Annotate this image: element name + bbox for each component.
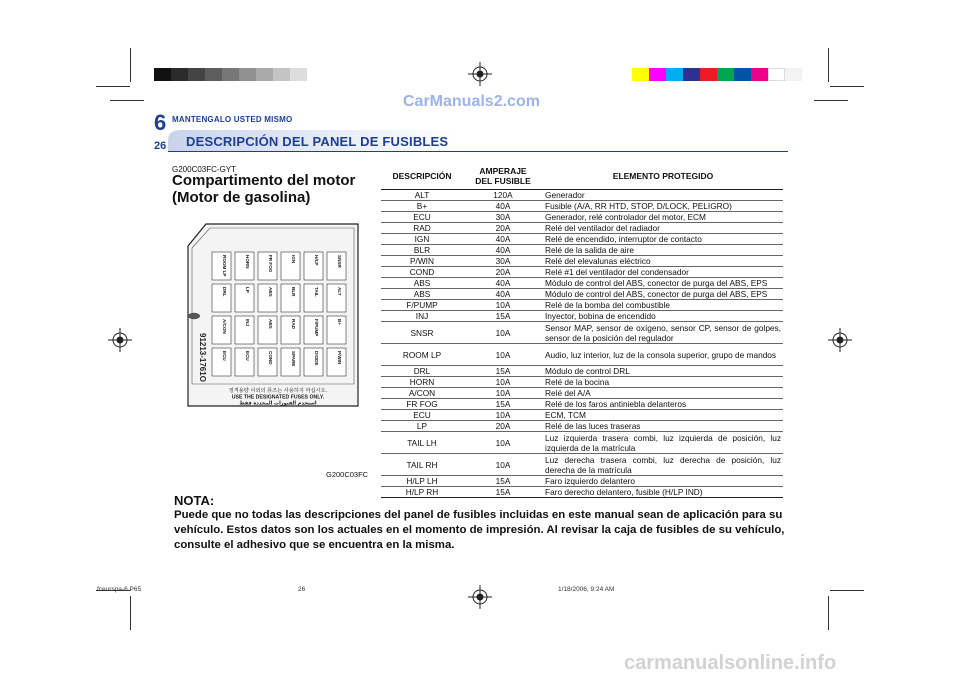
fuse-slot-label: P/WIN bbox=[337, 351, 342, 365]
fuse-table-row bbox=[381, 190, 783, 201]
fuse-slot-label: B+ bbox=[337, 319, 342, 326]
fuse-protected-element-cell: Faro izquierdo delantero bbox=[543, 476, 783, 487]
fuse-slot bbox=[212, 316, 231, 344]
fuse-protected-element-cell: Relé del elevalunas eléctrico bbox=[543, 256, 783, 267]
fuse-table-row bbox=[381, 388, 783, 399]
color-swatch bbox=[683, 68, 700, 81]
fuse-slot bbox=[281, 348, 300, 376]
fuse-protected-element-cell: Módulo de control del ABS, conector de purga del ABS, EPS bbox=[543, 289, 783, 300]
fuse-protected-element-cell: Relé de la bocina bbox=[543, 377, 783, 388]
col-header-amperage bbox=[463, 164, 543, 190]
fuse-protected-element-cell: Luz derecha trasera combi, luz derecha de posición, luz derecha de la matrícula bbox=[545, 454, 781, 475]
chapter-title: MANTENGALO USTED MISMO bbox=[172, 115, 293, 124]
fuse-slot bbox=[212, 252, 231, 280]
section-code: G200C03FC-GYT bbox=[172, 165, 237, 174]
page-number: 26 bbox=[154, 140, 167, 152]
fuse-slot-label: DRL bbox=[222, 287, 227, 297]
fuse-table-row bbox=[381, 432, 783, 454]
fuse-description-cell: H/LP RH bbox=[381, 487, 463, 498]
fuse-slot-label: ALT bbox=[337, 287, 342, 296]
fuse-protected-element-cell: Relé de la bomba del combustible bbox=[543, 300, 783, 311]
fuse-table-row bbox=[381, 311, 783, 322]
gray-swatch bbox=[222, 68, 239, 81]
note-title: NOTA: bbox=[174, 493, 215, 508]
fuse-slot-label: H/LP bbox=[314, 255, 319, 266]
registration-mark-right bbox=[828, 328, 852, 352]
fuse-amperage-cell: 15A bbox=[463, 487, 543, 498]
fuse-box-diagram bbox=[182, 218, 364, 412]
gray-swatch bbox=[290, 68, 307, 81]
fuse-protected-element-cell: ECM, TCM bbox=[543, 410, 783, 421]
fuse-amperage-cell: 40A bbox=[463, 201, 543, 212]
fuse-slot-label: HORN bbox=[245, 255, 250, 269]
fuse-slot-label: A/CON bbox=[222, 319, 227, 334]
fuse-protected-element-cell: Módulo de control DRL bbox=[543, 366, 783, 377]
fuse-table-row bbox=[381, 476, 783, 487]
fuse-table-row bbox=[381, 410, 783, 421]
fuse-protected-element-cell: Relé de encendido, interruptor de contacto bbox=[543, 234, 783, 245]
fuse-slot bbox=[212, 284, 231, 312]
fuse-table-row bbox=[381, 322, 783, 344]
fuse-slot bbox=[281, 252, 300, 280]
fuse-description-cell: DRL bbox=[381, 366, 463, 377]
heading-line-2: (Motor de gasolina) bbox=[172, 189, 311, 206]
fuse-description-cell: B+ bbox=[381, 201, 463, 212]
fuse-protected-element-cell: Sensor MAP, sensor de oxígeno, sensor CP, sensor de golpes, sensor de la posición del regulador bbox=[545, 322, 781, 343]
chapter-number: 6 bbox=[154, 110, 167, 135]
fuse-slot bbox=[258, 316, 277, 344]
fuse-protected-element-cell: Relé del ventilador del radiador bbox=[543, 223, 783, 234]
fuse-slot bbox=[258, 348, 277, 376]
fuse-protected-element-cell: Relé de la salida de aire bbox=[543, 245, 783, 256]
fuse-slot-label: DIODE bbox=[314, 351, 319, 366]
color-swatch bbox=[785, 68, 802, 81]
footer-timestamp: 1/18/2006, 9:24 AM bbox=[558, 586, 615, 593]
fuse-amperage-cell: 10A bbox=[463, 388, 543, 399]
fuse-slot-label: IGN bbox=[291, 255, 296, 264]
fuse-description-cell: BLR bbox=[381, 245, 463, 256]
fuse-amperage-cell: 30A bbox=[463, 256, 543, 267]
fuse-protected-element-cell: Generador, relé controlador del motor, ECM bbox=[543, 212, 783, 223]
fuse-table bbox=[381, 164, 783, 498]
fuse-amperage-cell: 10A bbox=[463, 300, 543, 311]
color-swatch bbox=[734, 68, 751, 81]
fuse-description-cell: P/WIN bbox=[381, 256, 463, 267]
fuse-table-row bbox=[381, 399, 783, 410]
fuse-slot bbox=[235, 284, 254, 312]
fuse-slot bbox=[235, 348, 254, 376]
fuse-slot-label: TAIL bbox=[314, 287, 319, 297]
fuse-amperage-cell: 20A bbox=[463, 421, 543, 432]
fuse-description-cell: ABS bbox=[381, 278, 463, 289]
fuse-amperage-cell: 20A bbox=[463, 223, 543, 234]
fuse-protected-element-cell: Relé #1 del ventilador del condensador bbox=[543, 267, 783, 278]
fuse-description-cell: ALT bbox=[381, 190, 463, 201]
note-body: Puede que no todas las descripciones del panel de fusibles incluidas en este manual sean de aplicación para su vehículo. Estos datos son los actuales en el momento de impresión. Al revisar la caja de fusibles de su vehículo, consulte el adhesivo que se encuentra en la misma. bbox=[174, 509, 785, 551]
fuse-slot bbox=[327, 316, 346, 344]
fuse-description-cell: TAIL LH bbox=[381, 432, 463, 454]
registration-mark-left bbox=[108, 328, 132, 352]
brand-logo-icon bbox=[188, 313, 200, 319]
site-watermark: CarManuals2.com bbox=[403, 93, 540, 110]
fuse-slot bbox=[327, 284, 346, 312]
fuse-table-row bbox=[381, 223, 783, 234]
fuse-slot bbox=[258, 252, 277, 280]
fuse-description-cell: ABS bbox=[381, 289, 463, 300]
fuse-table-row bbox=[381, 256, 783, 267]
fuse-slot bbox=[304, 284, 323, 312]
gray-swatch bbox=[273, 68, 290, 81]
fuse-amperage-cell: 15A bbox=[463, 476, 543, 487]
fusebox-warning-arabic: استخدم الفيوزات المحددة فقط bbox=[239, 400, 317, 407]
fuse-protected-element-cell: Audio, luz interior, luz de la consola superior, grupo de mandos bbox=[543, 344, 783, 366]
fuse-slot bbox=[235, 252, 254, 280]
fuse-amperage-cell: 10A bbox=[463, 432, 543, 454]
heading-line-1: Compartimento del motor bbox=[172, 172, 356, 189]
col-header-amperage-line-1: AMPERAJE bbox=[479, 166, 527, 176]
fuse-amperage-cell: 40A bbox=[463, 245, 543, 256]
fuse-description-cell: ECU bbox=[381, 212, 463, 223]
fuse-slot-label: ABS bbox=[268, 287, 273, 297]
fuse-amperage-cell: 10A bbox=[463, 454, 543, 476]
fuse-slot-label: SPARE bbox=[291, 351, 296, 367]
fuse-slot bbox=[281, 316, 300, 344]
fuse-table-row bbox=[381, 278, 783, 289]
fuse-slot-label: COND bbox=[268, 351, 273, 365]
fuse-table-row bbox=[381, 377, 783, 388]
image-code: G200C03FC bbox=[326, 470, 369, 479]
fuse-protected-element-cell: Fusible (A/A, RR HTD, STOP, D/LOCK, PELIGRO) bbox=[543, 201, 783, 212]
fuse-table-row bbox=[381, 344, 783, 366]
fuse-slot bbox=[281, 284, 300, 312]
fuse-slot bbox=[212, 348, 231, 376]
fuse-amperage-cell: 10A bbox=[463, 410, 543, 421]
fuse-description-cell: INJ bbox=[381, 311, 463, 322]
fuse-description-cell: COND bbox=[381, 267, 463, 278]
fuse-protected-element-cell: Luz izquierda trasera combi, luz izquierda de posición, luz izquierda de la matrícula bbox=[545, 432, 781, 453]
fuse-amperage-cell: 30A bbox=[463, 212, 543, 223]
fuse-description-cell: F/PUMP bbox=[381, 300, 463, 311]
fuse-description-cell: HORN bbox=[381, 377, 463, 388]
fuse-description-cell: LP bbox=[381, 421, 463, 432]
fuse-protected-element-cell: Generador bbox=[543, 190, 783, 201]
color-swatch bbox=[751, 68, 768, 81]
registration-mark-bottom bbox=[468, 585, 492, 609]
section-title: DESCRIPCIÓN DEL PANEL DE FUSIBLES bbox=[186, 134, 449, 149]
fuse-protected-element-cell: Faro derecho delantero, fusible (H/LP IND) bbox=[543, 487, 783, 498]
gray-swatch bbox=[239, 68, 256, 81]
registration-mark-top bbox=[468, 62, 492, 86]
fuse-slot-label: SNSR bbox=[337, 255, 342, 268]
fuse-amperage-cell: 15A bbox=[463, 311, 543, 322]
fuse-slot-label: ECU bbox=[245, 351, 250, 361]
color-swatch bbox=[649, 68, 666, 81]
color-swatch bbox=[632, 68, 649, 81]
fuse-slot-label: INJ bbox=[245, 319, 250, 327]
fuse-description-cell: ROOM LP bbox=[381, 344, 463, 366]
fuse-slot-label: ROOM LP bbox=[222, 255, 227, 277]
fuse-description-cell: H/LP LH bbox=[381, 476, 463, 487]
gray-swatch bbox=[171, 68, 188, 81]
fuse-slot bbox=[304, 316, 323, 344]
fuse-slot-label: RAD bbox=[291, 319, 296, 329]
fuse-description-cell: RAD bbox=[381, 223, 463, 234]
fuse-amperage-cell: 15A bbox=[463, 399, 543, 410]
fuse-table-row bbox=[381, 300, 783, 311]
fuse-table-row bbox=[381, 201, 783, 212]
color-swatch bbox=[717, 68, 734, 81]
col-header-protected-element: ELEMENTO PROTEGIDO bbox=[543, 164, 783, 190]
fuse-amperage-cell: 10A bbox=[463, 377, 543, 388]
fuse-protected-element-cell: Relé del A/A bbox=[543, 388, 783, 399]
gray-swatch bbox=[188, 68, 205, 81]
fuse-table-row bbox=[381, 421, 783, 432]
color-swatch bbox=[700, 68, 717, 81]
fuse-slot bbox=[235, 316, 254, 344]
fuse-amperage-cell: 15A bbox=[463, 366, 543, 377]
fuse-description-cell: IGN bbox=[381, 234, 463, 245]
fuse-table-row bbox=[381, 366, 783, 377]
fuse-table-row bbox=[381, 245, 783, 256]
fuse-table-row bbox=[381, 212, 783, 223]
fuse-protected-element-cell: Relé de los faros antiniebla delanteros bbox=[543, 399, 783, 410]
fuse-slot-label: BLR bbox=[291, 287, 296, 297]
fuse-amperage-cell: 40A bbox=[463, 278, 543, 289]
fuse-description-cell: ECU bbox=[381, 410, 463, 421]
fuse-amperage-cell: 40A bbox=[463, 234, 543, 245]
engine-compartment-heading bbox=[172, 172, 355, 206]
fuse-amperage-cell: 10A bbox=[463, 322, 543, 344]
color-swatch bbox=[768, 68, 785, 81]
fuse-table-row bbox=[381, 267, 783, 278]
fuse-slot bbox=[327, 348, 346, 376]
col-header-description: DESCRIPCIÓN bbox=[381, 164, 463, 190]
fuse-slot bbox=[304, 252, 323, 280]
color-swatch bbox=[666, 68, 683, 81]
col-header-amperage-line-2: DEL FUSIBLE bbox=[475, 176, 531, 186]
fuse-protected-element-cell: Inyector, bobina de encendido bbox=[543, 311, 783, 322]
fuse-slot-label: FR FOG bbox=[268, 255, 273, 273]
fuse-protected-element-cell: Módulo de control del ABS, conector de purga del ABS, EPS bbox=[543, 278, 783, 289]
fuse-table-row bbox=[381, 454, 783, 476]
fusebox-warning-korean: 정격용량 이외의 퓨즈는 사용하지 마십시오. bbox=[228, 388, 328, 394]
fuse-table-header-row bbox=[381, 164, 783, 190]
fuse-table-row bbox=[381, 234, 783, 245]
fuse-amperage-cell: 40A bbox=[463, 289, 543, 300]
fuse-slot bbox=[327, 252, 346, 280]
fuse-amperage-cell: 120A bbox=[463, 190, 543, 201]
fuse-slot bbox=[304, 348, 323, 376]
fuse-protected-element-cell: Relé de las luces traseras bbox=[543, 421, 783, 432]
fuse-table-row bbox=[381, 487, 783, 498]
fuse-amperage-cell: 20A bbox=[463, 267, 543, 278]
fusebox-part-number: 91213-1761O bbox=[198, 333, 207, 382]
fuse-amperage-cell: 10A bbox=[463, 344, 543, 366]
fuse-description-cell: TAIL RH bbox=[381, 454, 463, 476]
fuse-description-cell: FR FOG bbox=[381, 399, 463, 410]
gray-swatch bbox=[205, 68, 222, 81]
fuse-description-cell: SNSR bbox=[381, 322, 463, 344]
fuse-slot-label: LP bbox=[245, 287, 250, 293]
bottom-watermark: carmanualsonline.info bbox=[624, 652, 837, 674]
gray-swatch bbox=[256, 68, 273, 81]
gray-swatch bbox=[154, 68, 171, 81]
fuse-slot-label: F/PUMP bbox=[314, 319, 319, 337]
fuse-slot bbox=[258, 284, 277, 312]
footer-file-name: fceurspa-6.P65 bbox=[97, 586, 142, 593]
footer-page: 26 bbox=[298, 586, 306, 593]
fuse-description-cell: A/CON bbox=[381, 388, 463, 399]
fuse-slot-label: ECU bbox=[222, 351, 227, 361]
fuse-table-row bbox=[381, 289, 783, 300]
fusebox-warning-english: USE THE DESIGNATED FUSES ONLY. bbox=[231, 394, 325, 401]
fuse-slot-label: ABS bbox=[268, 319, 273, 329]
